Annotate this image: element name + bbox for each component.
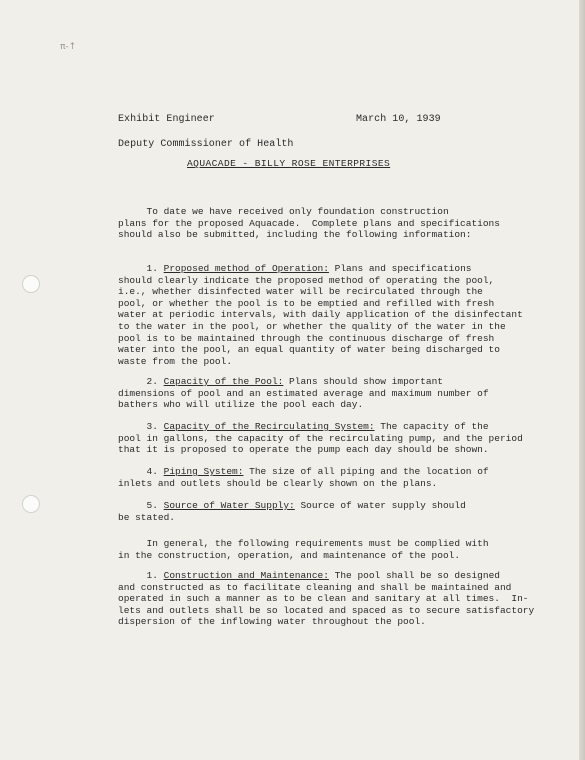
item-text: The capacity of the	[374, 421, 489, 432]
item-number: 1.	[146, 570, 158, 581]
item-text: The pool shall be so designed	[328, 570, 500, 581]
item-title: Piping System:	[163, 466, 244, 477]
memo-date: March 10, 1939	[356, 114, 441, 125]
corner-mark: π-↑	[60, 42, 77, 52]
item-2	[118, 376, 566, 411]
general-line: in the construction, operation, and maintenance of the pool.	[118, 549, 461, 561]
punch-hole-upper	[22, 275, 40, 293]
item-line: pool, or whether the pool is to be emptied and refilled with fresh	[118, 297, 495, 309]
item-number: 1.	[146, 263, 158, 274]
intro-line: To date we have received only foundation construction	[118, 206, 449, 217]
item-line: to the water in the pool, or whether the quality of the water in the	[118, 320, 506, 332]
item-line: waste from the pool.	[118, 355, 233, 367]
requirement-1	[118, 570, 566, 628]
memo-subject: AQUACADE - BILLY ROSE ENTERPRISES	[187, 158, 391, 169]
item-5	[118, 500, 566, 523]
item-number: 4.	[146, 466, 158, 477]
item-text: Source of water supply should	[294, 500, 466, 511]
item-line: pool in gallons, the capacity of the recirculating pump, and the period	[118, 432, 523, 444]
page-edge	[579, 0, 585, 760]
item-number: 2.	[146, 376, 158, 387]
item-3	[118, 421, 566, 456]
item-title: Capacity of the Pool:	[163, 376, 284, 387]
item-line: and constructed as to facilitate cleaning and shall be maintained and	[118, 581, 512, 593]
item-title: Proposed method of Operation:	[163, 263, 329, 274]
item-number: 3.	[146, 421, 158, 432]
punch-hole-lower	[22, 495, 40, 513]
item-text: The size of all piping and the location of	[243, 466, 489, 477]
item-line: inlets and outlets should be clearly shown on the plans.	[118, 477, 438, 489]
item-text: Plans should show important	[283, 376, 443, 387]
item-line: pool is to be maintained through the continuous discharge of fresh	[118, 332, 495, 344]
item-title: Source of Water Supply:	[163, 500, 295, 511]
item-4	[118, 466, 566, 489]
item-text: Plans and specifications	[328, 263, 472, 274]
item-line: dispersion of the inflowing water throughout the pool.	[118, 616, 426, 628]
memo-to: Deputy Commissioner of Health	[118, 139, 294, 150]
item-line: should clearly indicate the proposed method of operating the pool,	[118, 274, 495, 286]
intro-paragraph	[118, 206, 566, 241]
item-line: dimensions of pool and an estimated average and maximum number of	[118, 387, 489, 399]
item-line: that it is proposed to operate the pump each day should be shown.	[118, 444, 489, 456]
item-line: be stated.	[118, 511, 176, 523]
intro-line: plans for the proposed Aquacade. Complete plans and specifications	[118, 217, 500, 229]
general-paragraph	[118, 538, 566, 561]
item-title: Construction and Maintenance:	[163, 570, 329, 581]
intro-line: should also be submitted, including the following information:	[118, 229, 472, 241]
item-title: Capacity of the Recirculating System:	[163, 421, 375, 432]
item-number: 5.	[146, 500, 158, 511]
item-line: bathers who will utilize the pool each day.	[118, 399, 364, 411]
general-line: In general, the following requirements must be complied with	[118, 538, 489, 549]
item-1	[118, 263, 566, 367]
item-line: lets and outlets shall be so located and spaced as to secure satisfactory	[118, 604, 535, 616]
memo-from: Exhibit Engineer	[118, 114, 215, 125]
item-line: water at periodic intervals, with daily application of the disinfectant	[118, 309, 523, 321]
item-line: water into the pool, an equal quantity of water being discharged to	[118, 344, 500, 356]
item-line: i.e., whether disinfected water will be recirculated through the	[118, 286, 483, 298]
item-line: operated in such a manner as to be clean and sanitary at all times. In-	[118, 593, 529, 605]
